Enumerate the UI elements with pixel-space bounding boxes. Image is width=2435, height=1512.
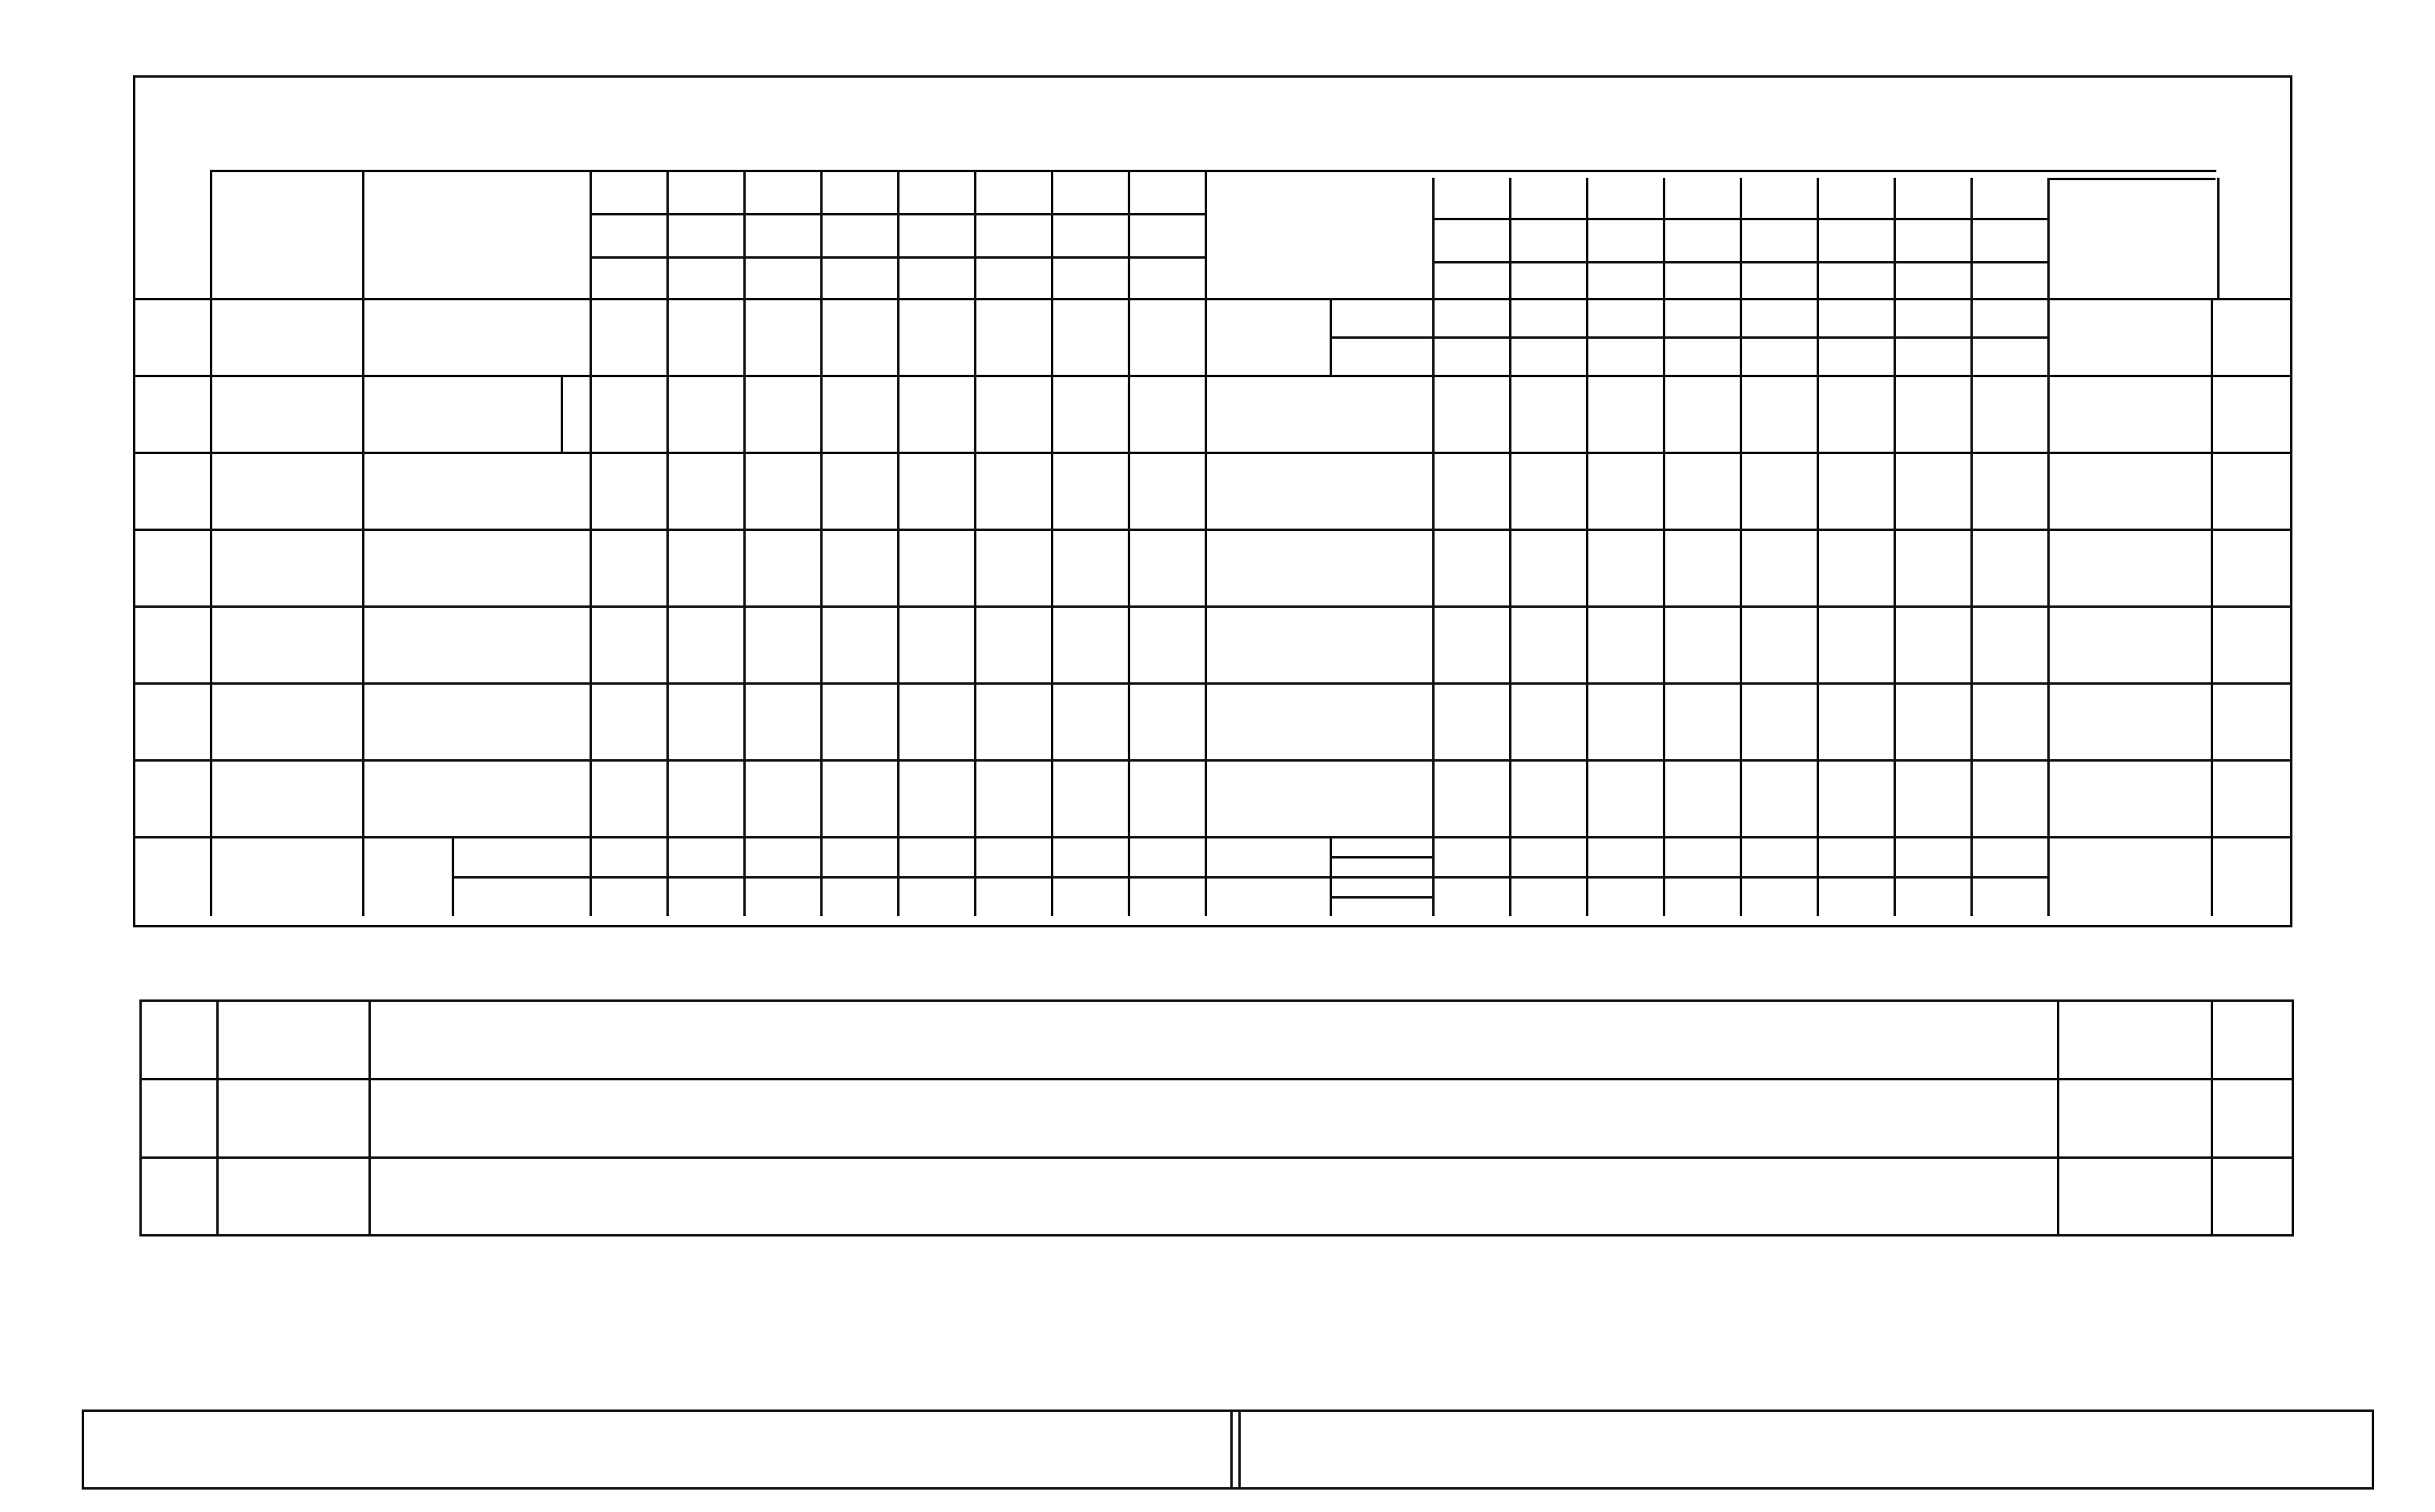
row-read-bit xyxy=(820,759,897,836)
header-hex xyxy=(1051,171,1128,213)
row-read-bit xyxy=(743,452,820,529)
row-read-bit xyxy=(743,375,820,452)
row-read-bit xyxy=(897,876,974,916)
row-read-bit xyxy=(1051,298,1128,375)
row-write-bit xyxy=(1740,298,1817,336)
row-write-bit xyxy=(1894,336,1970,375)
row-read xyxy=(362,605,590,682)
row-hex xyxy=(136,298,210,375)
row-hex xyxy=(136,682,210,759)
header-hex xyxy=(1509,178,1586,218)
row-write-bit xyxy=(1432,759,1509,836)
row-read-bit xyxy=(666,605,743,682)
disc-col-line xyxy=(2211,999,2213,1237)
header-dec xyxy=(1509,219,1586,259)
row-hex-right xyxy=(2211,452,2289,529)
row-read xyxy=(362,375,561,452)
row-read-bit xyxy=(590,529,666,605)
row-read-bit xyxy=(666,876,743,916)
row-hex-right xyxy=(2211,298,2289,375)
row-write-bit xyxy=(1970,529,2047,605)
row-dec-right xyxy=(2047,529,2211,605)
row-write-bit xyxy=(1740,682,1817,759)
row-dec-right xyxy=(2047,452,2211,529)
row-read-bit xyxy=(974,605,1051,682)
row-read-bit xyxy=(1051,375,1128,452)
row-read-bit xyxy=(1128,529,1205,605)
side-line xyxy=(561,375,563,452)
row-read-bit xyxy=(1128,452,1205,529)
row-read-bit xyxy=(590,836,666,876)
row-write-bit xyxy=(1894,759,1970,836)
header-bit xyxy=(1509,261,1586,298)
row-read-bit xyxy=(897,682,974,759)
row-write-bit xyxy=(1740,336,1817,375)
row-read-bit xyxy=(1051,529,1128,605)
row-write xyxy=(1205,298,1325,375)
header-hex xyxy=(974,171,1051,213)
footer-name xyxy=(96,1411,577,1488)
header-hex xyxy=(1128,171,1205,213)
row-read-bit xyxy=(590,605,666,682)
row-read-bit xyxy=(666,298,743,375)
row-dec xyxy=(210,452,362,529)
row-read-bit xyxy=(590,298,666,375)
row-write-bit xyxy=(1894,529,1970,605)
row-write-bit xyxy=(1432,375,1509,452)
header-hex xyxy=(897,171,974,213)
header-dec xyxy=(897,215,974,256)
row-read-bit xyxy=(820,452,897,529)
row-read-bit xyxy=(974,375,1051,452)
row-write-bit xyxy=(1663,375,1740,452)
row-hex-right xyxy=(2211,682,2289,759)
row-write-bit xyxy=(1970,298,2047,336)
row-read-bit xyxy=(974,682,1051,759)
header-dec xyxy=(1970,219,2047,259)
row-read-bit xyxy=(1128,605,1205,682)
footer-divider-2 xyxy=(1238,1409,1241,1490)
row-hex-right xyxy=(2211,759,2289,836)
row-read-bit xyxy=(1051,452,1128,529)
row-read-bit xyxy=(1128,759,1205,836)
row-write-bit xyxy=(1970,336,2047,375)
row-write-bit xyxy=(1894,682,1970,759)
row-read-bit xyxy=(1051,836,1128,876)
row-read-bit xyxy=(743,605,820,682)
row-write-bit xyxy=(1432,605,1509,682)
row-write-bit xyxy=(1432,836,1509,916)
row-write-bit xyxy=(1509,605,1586,682)
row-write-bit xyxy=(1970,759,2047,836)
row-read-bit xyxy=(1128,836,1205,876)
row-write xyxy=(1205,375,1432,452)
row-read-bit xyxy=(743,836,820,876)
row-read-bit xyxy=(743,682,820,759)
header-hex xyxy=(1663,178,1740,218)
row-write-bit xyxy=(1817,452,1894,529)
row-read-bit xyxy=(820,682,897,759)
footer-date xyxy=(865,1411,1230,1488)
header-hex xyxy=(1432,178,1509,218)
row-write-bit xyxy=(1586,529,1663,605)
header-bit xyxy=(1817,261,1894,298)
row-read-bit xyxy=(666,375,743,452)
row-read-bit xyxy=(820,605,897,682)
header-dec xyxy=(666,215,743,256)
row-hex xyxy=(136,759,210,836)
row-write-sub xyxy=(1330,836,1432,856)
header-read xyxy=(362,170,590,298)
row-read-bit xyxy=(1051,605,1128,682)
row-write-bit xyxy=(1432,336,1509,375)
row-write-bit xyxy=(1432,682,1509,759)
disc-hex xyxy=(139,999,216,1078)
header-bit xyxy=(1663,261,1740,298)
row-write-bit xyxy=(1740,452,1817,529)
row-write-bit xyxy=(1586,605,1663,682)
header-bit xyxy=(1128,258,1205,298)
row-read-bit xyxy=(897,529,974,605)
row-dec-right xyxy=(2047,836,2211,916)
row-write-sub xyxy=(1330,336,1432,375)
row-write-bit xyxy=(1740,529,1817,605)
row-read xyxy=(362,759,590,836)
row-write-bit xyxy=(1740,605,1817,682)
page-title xyxy=(133,90,2292,170)
row-read-bit xyxy=(666,529,743,605)
header-hex xyxy=(1586,178,1663,218)
row-read xyxy=(362,452,590,529)
row-write-bit xyxy=(1663,452,1740,529)
row-read-bit xyxy=(666,759,743,836)
header-hex xyxy=(743,171,820,213)
row-read-bit xyxy=(743,529,820,605)
row-write-sub xyxy=(1330,856,1432,876)
row-dec xyxy=(210,375,362,452)
row-dec-right xyxy=(2047,375,2211,452)
row-read-bit xyxy=(590,682,666,759)
row-read-sub xyxy=(452,836,590,876)
row-write-bit xyxy=(1663,298,1740,336)
row-write-bit xyxy=(1740,759,1817,836)
row-write-bit xyxy=(1817,682,1894,759)
header-bit xyxy=(974,258,1051,298)
header-dec xyxy=(820,215,897,256)
row-read-bit xyxy=(1051,759,1128,836)
row-write-bit xyxy=(1509,529,1586,605)
row-write-bit xyxy=(1817,336,1894,375)
header-bit xyxy=(1894,261,1970,298)
disc-col-line xyxy=(368,999,371,1237)
header-dec xyxy=(1663,219,1740,259)
header-dec xyxy=(1894,219,1970,259)
row-read-bit xyxy=(897,836,974,876)
row-write-sub xyxy=(1330,876,1432,896)
header-bit xyxy=(590,258,666,298)
row-write-bit xyxy=(1663,682,1740,759)
header-hex xyxy=(1894,178,1970,218)
row-write xyxy=(1205,836,1325,916)
row-write-bit xyxy=(1509,336,1586,375)
row-read-bit xyxy=(820,298,897,375)
row-hex xyxy=(136,836,210,916)
row-read-bit xyxy=(820,836,897,876)
header-hex xyxy=(1740,178,1817,218)
row-write-bit xyxy=(1817,836,1894,916)
header-port-right xyxy=(2047,178,2216,298)
row-dec xyxy=(210,298,362,375)
row-read-bit xyxy=(974,759,1051,836)
disc-dec xyxy=(216,999,368,1078)
header-dec xyxy=(1740,219,1817,259)
header-hex xyxy=(820,171,897,213)
row-write-bit xyxy=(1432,298,1509,336)
row-hex-right xyxy=(2211,375,2289,452)
row-write-bit xyxy=(1663,759,1740,836)
row-read-bit xyxy=(1051,682,1128,759)
row-write-sub xyxy=(1330,298,1432,336)
row-write xyxy=(1205,759,1432,836)
row-read-bit xyxy=(897,605,974,682)
row-write-bit xyxy=(1894,375,1970,452)
row-write-bit xyxy=(1586,375,1663,452)
row-write-bit xyxy=(1586,452,1663,529)
row-dec xyxy=(210,529,362,605)
row-read-bit xyxy=(974,836,1051,876)
header-bit xyxy=(1740,261,1817,298)
row-read-bit xyxy=(590,452,666,529)
row-read-bit xyxy=(1128,375,1205,452)
row-read xyxy=(362,298,590,375)
row-write-bit xyxy=(1509,836,1586,916)
row-dec-right xyxy=(2047,759,2211,836)
row-read xyxy=(362,529,590,605)
sound-sub-line xyxy=(1432,336,2047,339)
footer-divider xyxy=(1230,1409,1233,1490)
row-write-sub xyxy=(1330,896,1432,916)
row-write-bit xyxy=(1970,836,2047,916)
header-write xyxy=(1205,178,1432,298)
row-write-bit xyxy=(1509,452,1586,529)
row-read xyxy=(362,682,590,759)
header-dec xyxy=(1586,219,1663,259)
header-dec xyxy=(974,215,1051,256)
row-write-bit xyxy=(1432,529,1509,605)
header-dec xyxy=(590,215,666,256)
row-read-bit xyxy=(820,375,897,452)
header-bit xyxy=(1051,258,1128,298)
row-read-bit xyxy=(974,876,1051,916)
row-write-bit xyxy=(1970,605,2047,682)
header-bit xyxy=(1970,261,2047,298)
row-read-side xyxy=(561,375,590,452)
row-write xyxy=(1205,452,1432,529)
header-dec xyxy=(1432,219,1509,259)
header-hex xyxy=(590,171,666,213)
row-write-bit xyxy=(1663,836,1740,916)
row-write-bit xyxy=(1509,682,1586,759)
row-write-bit xyxy=(1970,452,2047,529)
row-read-bit xyxy=(820,876,897,916)
row-dec-right xyxy=(2047,605,2211,682)
header-hex xyxy=(1817,178,1894,218)
row-write-bit xyxy=(1817,529,1894,605)
row-dec xyxy=(210,605,362,682)
disc-row-line xyxy=(139,1078,2294,1080)
row-read-bit xyxy=(590,876,666,916)
row-read-bit xyxy=(974,298,1051,375)
row-write xyxy=(1205,529,1432,605)
row-hex-right xyxy=(2211,605,2289,682)
header-dec xyxy=(1051,215,1128,256)
row-dec-right xyxy=(2047,682,2211,759)
row-write-bit xyxy=(1894,836,1970,916)
row-write-bit xyxy=(1817,375,1894,452)
row-write-bit xyxy=(1894,605,1970,682)
footer-copyright xyxy=(1250,1418,2363,1490)
row-write-bit xyxy=(1663,529,1740,605)
row-read-bit xyxy=(590,375,666,452)
row-read-bit xyxy=(1128,298,1205,375)
row-read-bit xyxy=(666,452,743,529)
row-read-bit xyxy=(820,529,897,605)
row-hex xyxy=(136,452,210,529)
row-write-bit xyxy=(1586,836,1663,916)
row-read-bit xyxy=(974,452,1051,529)
row-read-bit xyxy=(897,452,974,529)
row-dec xyxy=(210,836,362,916)
row-dec-right xyxy=(2047,298,2211,375)
row-read-bit xyxy=(897,298,974,375)
row-write-bit xyxy=(1663,605,1740,682)
row-write xyxy=(1205,682,1432,759)
header-bit xyxy=(820,258,897,298)
header-hex xyxy=(666,171,743,213)
row-write-bit xyxy=(1970,375,2047,452)
header-bit xyxy=(1586,261,1663,298)
row-hex-right xyxy=(2211,529,2289,605)
row-write xyxy=(1205,605,1432,682)
row-read-bit xyxy=(1128,876,1205,916)
row-write-bit xyxy=(1817,605,1894,682)
header-bit xyxy=(666,258,743,298)
row-hex xyxy=(136,375,210,452)
header-dec xyxy=(743,215,820,256)
disc-col-line xyxy=(2057,999,2059,1237)
row-write-bit xyxy=(1586,336,1663,375)
header-bit xyxy=(1432,261,1509,298)
row-read-bit xyxy=(666,682,743,759)
row-read-bit xyxy=(1128,682,1205,759)
row-write-bit xyxy=(1817,298,1894,336)
row-read-bit xyxy=(897,375,974,452)
row-read xyxy=(362,836,450,916)
row-read-bit xyxy=(1051,876,1128,916)
row-read-sub xyxy=(452,876,590,916)
header-bit xyxy=(743,258,820,298)
row-write-bit xyxy=(1586,298,1663,336)
row-dec xyxy=(210,759,362,836)
row-read-bit xyxy=(974,529,1051,605)
row-hex xyxy=(136,605,210,682)
row-write-bit xyxy=(1740,836,1817,916)
row-hex xyxy=(136,529,210,605)
row-write-bit xyxy=(1663,336,1740,375)
row-write-bit xyxy=(1817,759,1894,836)
row-write-bit xyxy=(1970,682,2047,759)
row-write-bit xyxy=(1509,298,1586,336)
row-write-bit xyxy=(1586,759,1663,836)
header-dec xyxy=(1128,215,1205,256)
row-write-bit xyxy=(1740,375,1817,452)
row-read-bit xyxy=(666,836,743,876)
disc-row-line xyxy=(139,1156,2294,1159)
page-mark xyxy=(157,1321,221,1385)
header-port-left xyxy=(210,170,362,298)
row-dec xyxy=(210,682,362,759)
disc-desc xyxy=(376,999,2051,1078)
row-write-bit xyxy=(1894,452,1970,529)
row-read-bit xyxy=(590,759,666,836)
row-hex-right xyxy=(2211,836,2289,916)
row-write-bit xyxy=(1432,452,1509,529)
row-read-bit xyxy=(743,759,820,836)
header-dec xyxy=(1817,219,1894,259)
row-write-bit xyxy=(1509,375,1586,452)
row-write-bit xyxy=(1586,682,1663,759)
header-line xyxy=(2217,178,2220,298)
row-read-bit xyxy=(743,298,820,375)
header-hex xyxy=(1970,178,2047,218)
row-write-bit xyxy=(1894,298,1970,336)
row-write-bit xyxy=(1509,759,1586,836)
header-bit xyxy=(897,258,974,298)
row-read-bit xyxy=(897,759,974,836)
row-read-bit xyxy=(743,876,820,916)
